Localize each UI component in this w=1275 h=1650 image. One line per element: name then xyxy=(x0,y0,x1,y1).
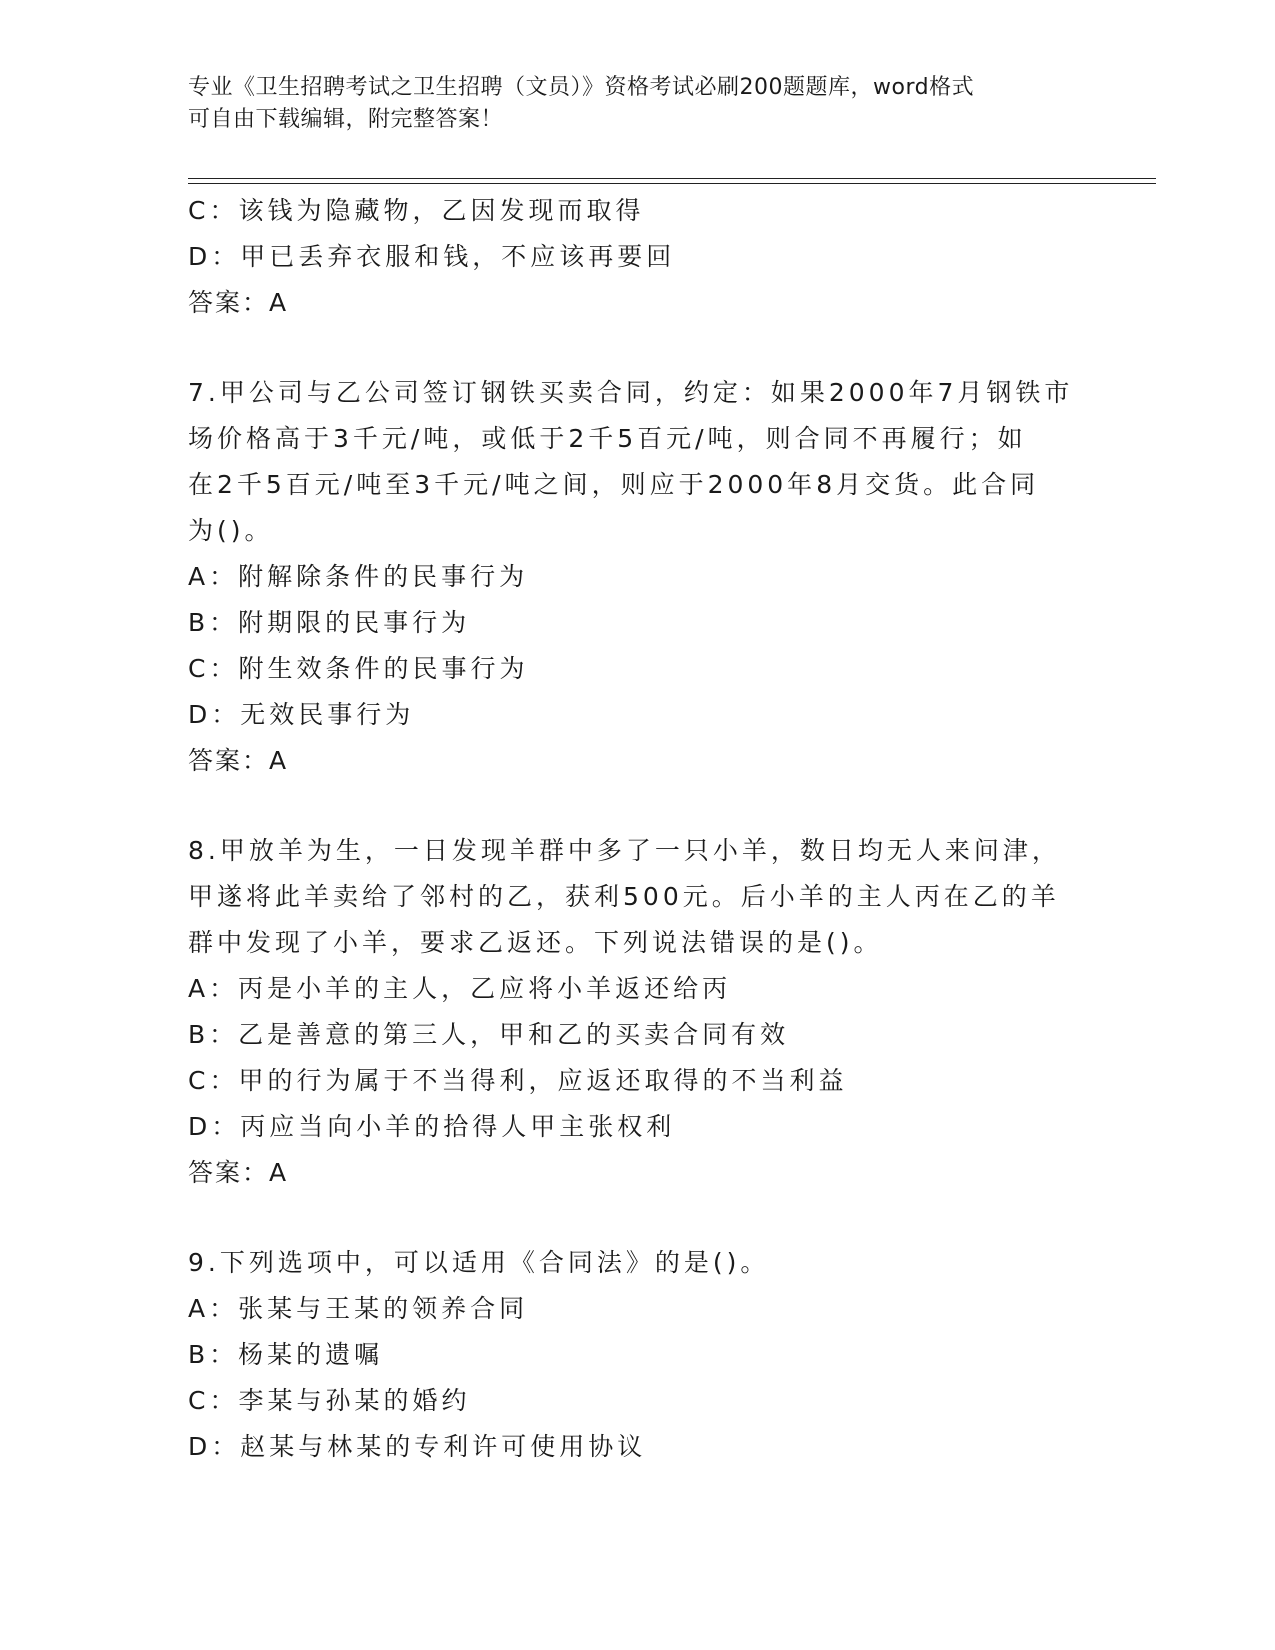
spacer xyxy=(188,1196,1088,1240)
answer-line: 答案：A xyxy=(188,1158,289,1187)
option-a: A：附解除条件的民事行为 xyxy=(188,562,529,591)
header-divider-bottom xyxy=(188,183,1156,184)
option-c: C：该钱为隐藏物，乙因发现而取得 xyxy=(188,196,645,225)
document-header xyxy=(188,72,1068,136)
option-c: C：附生效条件的民事行为 xyxy=(188,654,529,683)
stem-line: 9.下列选项中，可以适用《合同法》的是()。 xyxy=(188,1248,770,1277)
stem-line: 8.甲放羊为生，一日发现羊群中多了一只小羊，数日均无人来问津， xyxy=(188,836,1061,865)
stem-line: 甲遂将此羊卖给了邻村的乙，获利500元。后小羊的主人丙在乙的羊 xyxy=(188,882,1060,911)
question-stem xyxy=(188,828,1088,966)
option-c: C：甲的行为属于不当得利，应返还取得的不当利益 xyxy=(188,1066,848,1095)
question-stem xyxy=(188,370,1088,554)
option-b: B：杨某的遗嘱 xyxy=(188,1340,384,1369)
option-d: D：丙应当向小羊的拾得人甲主张权利 xyxy=(188,1112,676,1141)
question-8 xyxy=(188,828,1088,1196)
header-title-line-1: 专业《卫生招聘考试之卫生招聘（文员）》资格考试必刷200题题库，word格式 xyxy=(188,75,975,100)
stem-line: 场价格高于3千元/吨，或低于2千5百元/吨，则合同不再履行；如 xyxy=(188,424,1027,453)
question-9 xyxy=(188,1240,1088,1470)
option-d: D：赵某与林某的专利许可使用协议 xyxy=(188,1432,647,1461)
question-7 xyxy=(188,370,1088,784)
question-stem xyxy=(188,1240,1088,1286)
document-body xyxy=(188,188,1088,1470)
stem-line: 在2千5百元/吨至3千元/吨之间，则应于2000年8月交货。此合同 xyxy=(188,470,1040,499)
header-title-line-2: 可自由下载编辑，附完整答案！ xyxy=(188,107,504,132)
option-b: B：乙是善意的第三人，甲和乙的买卖合同有效 xyxy=(188,1020,790,1049)
option-c: C：李某与孙某的婚约 xyxy=(188,1386,471,1415)
option-a: A：张某与王某的领养合同 xyxy=(188,1294,529,1323)
option-a: A：丙是小羊的主人，乙应将小羊返还给丙 xyxy=(188,974,732,1003)
spacer xyxy=(188,784,1088,828)
stem-line: 为()。 xyxy=(188,516,274,545)
option-d: D：无效民事行为 xyxy=(188,700,415,729)
stem-line: 群中发现了小羊，要求乙返还。下列说法错误的是()。 xyxy=(188,928,883,957)
spacer xyxy=(188,326,1088,370)
carryover-question xyxy=(188,188,1088,326)
option-d: D：甲已丢弃衣服和钱，不应该再要回 xyxy=(188,242,676,271)
option-b: B：附期限的民事行为 xyxy=(188,608,471,637)
header-divider-top xyxy=(188,178,1156,179)
answer-line: 答案：A xyxy=(188,746,289,775)
stem-line: 7.甲公司与乙公司签订钢铁买卖合同，约定：如果2000年7月钢铁市 xyxy=(188,378,1074,407)
answer-line: 答案：A xyxy=(188,288,289,317)
